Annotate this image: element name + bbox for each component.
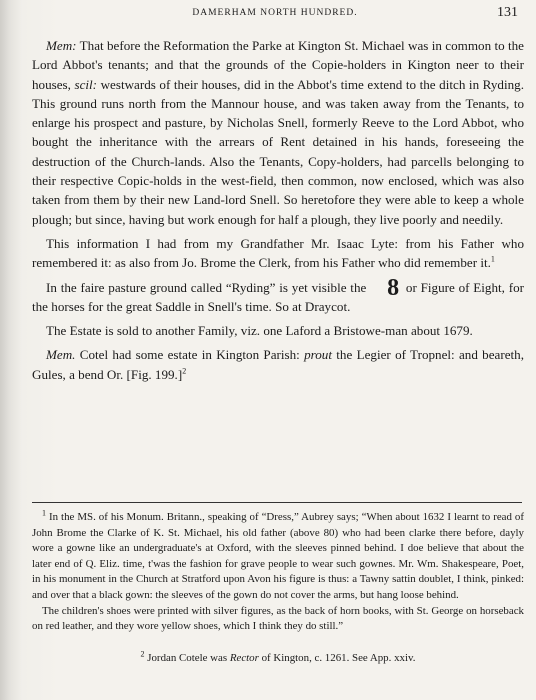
paragraph-4-text: The Estate is sold to another Family, viz. one Laford a Bristowe-man about 1679. [46,323,473,339]
prout-word: prout [304,347,332,363]
paragraph-5-text-a: Cotel had some estate in Kington Parish: [75,347,305,363]
page-number: 131 [497,5,518,20]
running-title: DAMERHAM NORTH HUNDRED. [192,8,358,18]
footnote-1-continued [32,604,524,635]
figure-eight-glyph: 8 [387,274,400,301]
footnote-1-text-b: The children's shoes were printed with silver figures, as the back of horn books, with St. George on horseback on red leather, and they wore yellow shoes, which I think they do still.” [32,604,524,633]
paragraph-2 [32,234,524,273]
running-header [28,4,522,22]
paragraph-1-text-b: westwards of their houses, did in the Abbot's time extend to the ditch in Ryding. This ground runs north from the Mannour house, and was taken away from the Tenants, to enlarge his prospect and pasture, by Nicholas Snell, formerly Reeve to the Lord Abbot, who bought the inheritance with the arrears of Rent detained in his hands, foreseeing the destruction of the Church-lands. Also the Tenants, Copy-holders, had parcells belonging to their respective Copic-holds in the west-field, then common, now enclosed, which was also taken from them by their new Land-lord Snell. So heretofore they were able to keep a whole plough; but since, having but work enough for half a plough, they live poorly and needily. [32,76,524,227]
footnote-1 [32,510,524,604]
paragraph-5 [32,345,524,384]
scil-abbrev: scil: [74,76,98,92]
paragraph-2-text: This information I had from my Grandfather Mr. Isaac Lyte: from his Father who remembered it: as also from Jo. Brome the Clerk, from his Father who did remember it. [32,235,524,271]
footnote-2 [32,651,524,667]
paragraph-3-text-b: or Figure of Eight, for the horses for the great Saddle in Snell's time. So at Draycot. [32,279,524,314]
footnote-2-text-b: of Kington, c. 1261. See App. xxiv. [258,651,416,664]
footnotes [32,510,524,666]
paragraph-3 [32,274,524,317]
memorandum-lead-2: Mem. [46,347,76,363]
paragraph-3-text-a: In the faire pasture ground called “Ryding” is yet visible the [46,279,371,295]
footnote-2-text-a: Jordan Cotele was [144,651,230,664]
footnote-ref-2[interactable]: 2 [182,366,187,376]
footnote-divider [32,502,522,503]
footnote-1-text-a: In the MS. of his Monum. Britann., speaking of “Dress,” Aubrey says; “When about 1632 I learnt to read of John Brome the Clarke of K. St. Michael, his old father (above 80) who had been clarke there before, dayly wore a gowne like an undergraduate's at Oxford, with the sleeves pinned behind. I doe believe that about the later end of Q. Eliz. time, t'was the fashion for grave people to wear such gownes. Mr. Wm. Shakespeare, Poet, in his monument in the Church at Stratford upon Avon his figure is thus: a Tawny sattin doublet, I think, pinked: and over that a black gown: the sleeves of the gown do not cover the arms, but hang loose behind. [32,511,524,601]
rector-word: Rector [229,651,259,664]
paragraph-1-text-a: That before the Reformation the Parke at Kington St. Michael was in common to the Lord Abbot's tenants; and that the grounds of the Copie-holders in Kington neer to their houses, [32,38,524,92]
footnote-ref-1[interactable]: 1 [490,254,495,264]
paragraph-1 [32,36,524,229]
paragraph-5-text-b: the Legier of Tropnel: and beareth, Gules, a bend Or. [Fig. 199.] [32,347,524,382]
memorandum-lead: Mem: [46,38,77,53]
footnote-1-mark: 1 [42,508,46,518]
footnote-2-mark: 2 [140,649,145,659]
main-text [32,36,524,389]
paragraph-4 [32,321,524,340]
